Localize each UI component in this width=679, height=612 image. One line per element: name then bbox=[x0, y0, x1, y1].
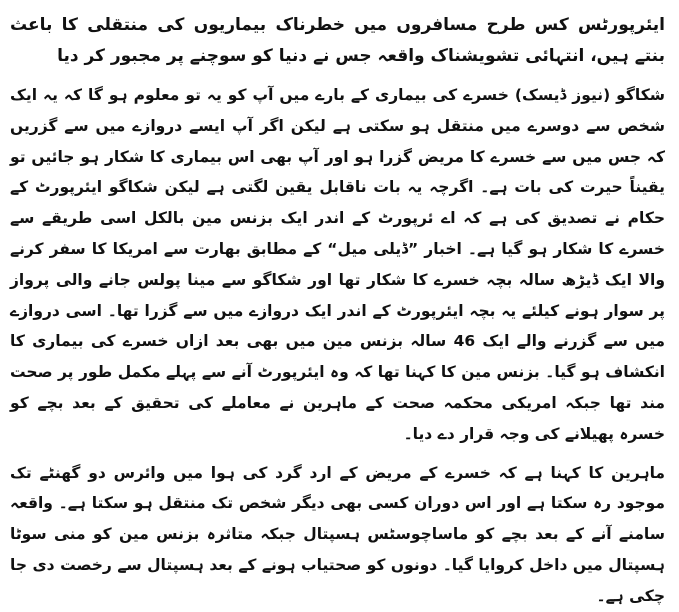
article-paragraph-1: شکاگو (نیوز ڈیسک) خسرے کی بیماری کے بارے میں آپ کو یہ تو معلوم ہو گا کہ یہ ایک شخص سے دوسرے میں منتقل ہو سکتی ہے لیکن اگر آپ ایسے دروازے میں سے گزریں کہ جس میں سے خسرے کا مریض گزرا ہو اور آپ بھی اس بیماری کا شکار ہو جائیں تو یقیناً حیرت کی بات ہے۔ اگرچہ یہ بات ناقابل یقین لگتی ہے لیکن شکاگو ایئرپورٹ کے حکام نے تصدیق کی ہے کہ اے ئرپورٹ کے اندر ایک بزنس مین بالکل اسی طریقے سے خسرے کا شکار ہو گیا ہے۔ اخبار ”ڈیلی میل“ کے مطابق بھارت سے امریکا کا سفر کرنے والا ایک ڈیڑھ سالہ بچہ خسرے کا شکار تھا اور شکاگو سے مینا پولس جانے والی پرواز پر سوار ہونے کیلئے یہ بچہ ایئرپورٹ کے اندر ایک دروازے میں سے گزرا تھا۔ اسی دروازے میں سے گزرنے والے ایک 46 سالہ بزنس مین میں بھی بعد ازاں خسرے کی بیماری کا انکشاف ہو گیا۔ بزنس مین کا کہنا تھا کہ وہ ایئرپورٹ آنے سے پہلے مکمل طور پر صحت مند تھا جبکہ امریکی محکمہ صحت کے ماہرین نے معاملے کی تحقیق کے بعد بچے کو خسرہ پھیلانے کی وجہ قرار دے دیا۔ bbox=[10, 86, 666, 443]
article-headline: ایئرپورٹس کس طرح مسافروں میں خطرناک بیماریوں کی منتقلی کا باعث بنتے ہیں، انتہائی تشویشناک واقعہ جس نے دنیا کو سوچنے پر مجبور کر دیا bbox=[10, 15, 665, 66]
article-paragraph-2: ماہرین کا کہنا ہے کہ خسرے کے مریض کے ارد گرد کی ہوا میں وائرس دو گھنٹے تک موجود رہ سکتا ہے اور اس دوران کسی بھی دیگر شخص تک منتقل ہو سکتا ہے۔ واقعہ سامنے آنے کے بعد بچے کو ماساچوسٹس ہسپتال جبکہ متاثرہ بزنس مین کو منی سوٹا ہسپتال میں داخل کروایا گیا۔ دونوں کو صحتیاب ہونے کے بعد ہسپتال سے رخصت دی جا چکی ہے۔ bbox=[10, 463, 665, 605]
